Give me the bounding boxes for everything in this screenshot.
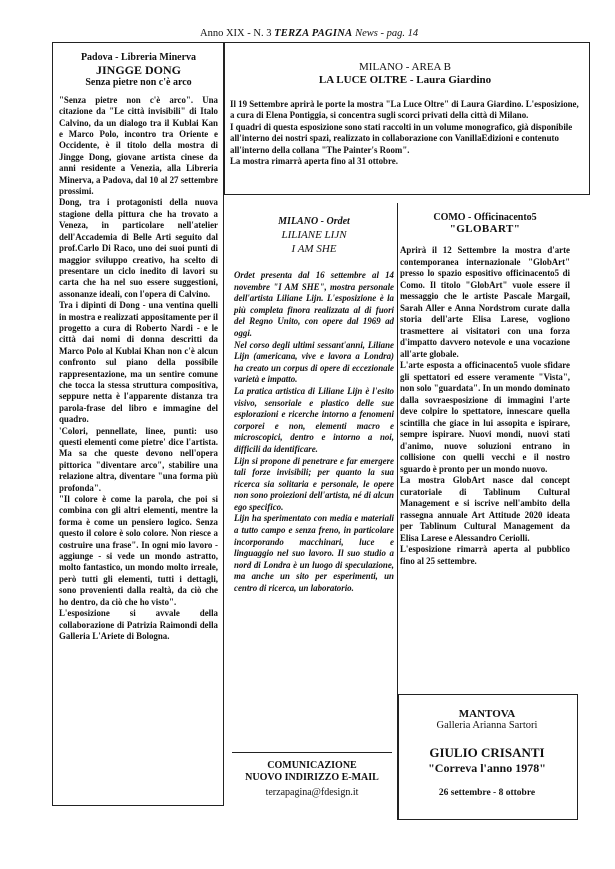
email-notice — [236, 760, 388, 799]
article-paragraph: La mostra rimarrà aperta fino al 31 ottobre. — [230, 156, 398, 167]
page-number: - pag. 14 — [380, 28, 419, 39]
box-gallery: Galleria Arianna Sartori — [436, 720, 538, 731]
box-dates: 26 settembre - 8 ottobre — [438, 788, 536, 798]
notice-email: terzapagina@fdesign.it — [265, 787, 359, 798]
box-artist: GIULIO CRISANTI — [429, 745, 545, 760]
article-paragraph: L'esposizione si avvale della collaborazione di Patrizia Raimondi della Galleria L'Ariete di Bologna. — [59, 608, 218, 641]
article-artist: JINGGE DONG — [95, 63, 181, 78]
notice-heading: COMUNICAZIONE — [267, 760, 357, 771]
mantova-exhibition-box — [404, 708, 570, 798]
article-subtitle: Senza pietre non c'è arco — [85, 77, 192, 89]
issue-number: Anno XIX - N. 3 — [200, 28, 272, 39]
article-paragraph: Ordet presenta dal 16 settembre al 14 novembre "I AM SHE", mostra personale dell'artista Liliane Lijn. L'esposizione è la più completa finora realizzata al di fuori del Regno Unito, con opere dal 1969 ad oggi. — [234, 270, 394, 338]
area-b-article-heading — [230, 61, 580, 87]
article-paragraph: Tra i dipinti di Dong - una ventina quelli in mostra e realizzati appositamente per il progetto a cura di Roberto Nardi - e le città dai nomi di donna descritti da Marco Polo al Kublai Khan non c'è alcun confronto sul piano della possibile rappresentazione, ma un sentire comune che tocca la stessa struttura compositiva, seppure netta è l'apparente distanza tra parola-frase del libro e immagine del quadro. — [59, 300, 218, 425]
article-artist: LILIANE LIJN — [281, 229, 347, 241]
article-location: Padova - Libreria Minerva — [80, 52, 197, 63]
article-paragraph: Aprirà il 12 Settembre la mostra d'arte contemporanea internazionale "GlobArt" presso lo spazio espositivo officinacento5 di Como. Il titolo "GlobArt" vuole essere il messaggio che le artiste Pascale Margail, Sarah Aller e Anna Nordstrom curate dalla storia dell'arte Elisa Larese, vogliono trasmettere ai visitatori con una forza d'impatto davvero notevole e una vocazione all'arte globale. — [400, 245, 570, 359]
article-title: I AM SHE — [291, 243, 337, 255]
area-b-article-body — [230, 99, 585, 167]
article-paragraph: Lijn si propone di penetrare e far emergere tali forze invisibili; per quanto la sua ricerca sia solitaria e personale, le opere non sono proiezioni dell'artista, né di alcun ego specifico. — [234, 455, 394, 512]
notice-subheading: NUOVO INDIRIZZO E-MAIL — [245, 772, 379, 783]
article-paragraph: Il 19 Settembre aprirà le porte la mostra "La Luce Oltre" di Laura Giardino. L'esposizione, a cura di Elena Pontiggia, si concentra sugli scorci privati della città di Milano. — [230, 99, 579, 121]
box-title: "Correva l'anno 1978" — [428, 761, 546, 775]
article-paragraph: I quadri di questa esposizione sono stati raccolti in un volume monografico, già disponibile all'interno dei nostri spazi, realizzato in collaborazione con VanillaEdizioni e contenuto all'interno della collana "The Painter's Room". — [230, 121, 573, 155]
publication-name: TERZA PAGINA — [274, 28, 353, 39]
article-paragraph: Nel corso degli ultimi sessant'anni, Liliane Lijn (americana, vive e lavora a Londra) ha creato un corpus di opere di eccezionale varietà e impatto. — [234, 339, 394, 385]
publication-suffix: News — [355, 28, 378, 39]
article-paragraph: La pratica artistica di Liliane Lijn è l'esito visivo, sensoriale e plastico delle sue esplorazioni e ricerche intorno a fenomeni corporei e non, elementi macro e microscopici, dentro e intorno a noi, difficili da identificare. — [234, 385, 394, 454]
article-location: MILANO - AREA B — [359, 61, 451, 73]
article-location: MILANO - Ordet — [278, 216, 350, 227]
article-paragraph: 'Colori, pennellate, linee, punti: uso questi elementi come pietre' dice l'artista. Ma sa che queste devono nell'opera pittorica "diventare arco", stabilire una relazione altra, diventare "una forma più profonda". — [59, 425, 218, 493]
ordet-article — [234, 216, 394, 595]
article-location: COMO - Officinacento5 — [433, 212, 537, 223]
article-paragraph: Lijn ha sperimentato con media e materiali a tutto campo e senza freno, in particolare incorporando macchinari, luce e linguaggio nel suo lavoro. Il suo studio a nord di Londra è un luogo di speculazione, ma anche un sito per esperimenti, un centro di ricerca, un laboratorio. — [234, 513, 394, 594]
article-paragraph: "Senza pietre non c'è arco". Una citazione da "Le città invisibili" di Italo Calvino, da un dialogo tra il Kublai Kan e Marco Polo, incontro tra Oriente e Occidente, è il titolo della mostra di Jingge Dong, giovane artista cinese da anni residente a Venezia, alla Libreria Minerva, a Padova, dal 10 al 27 settembre prossimi. — [59, 94, 218, 197]
article-paragraph: "Il colore è come la parola, che poi si combina con gli altri elementi, mentre la forma è come un pensiero logico. Senza questo il colore è solo colore. Non riesce a costruire una frase". In ogni mio lavoro - aggiunge - si vede un mondo astratto, molto fantastico, un mondo molto irreale, però tutti gli elementi, tutti i dettagli, sono provenienti dalla realtà, da ciò che ho dentro, da ciò che ho visto". — [59, 494, 218, 607]
notice-separator-rule — [232, 752, 392, 753]
article-paragraph: Dong, tra i protagonisti della nuova stagione della pittura che ha trovato a Veneza, in particolare nell'atelier dell'Accademia di Belle Arti seguito dal prof.Carlo Di Raco, uno dei suoi punti di maggior sviluppo creativo, ha scelto di presentare un ciclo inedito di lavori su carta che ha nel suo essere suggestioni, assonanze ideali, con l'opera di Calvino. — [59, 197, 218, 299]
box-city: MANTOVA — [458, 708, 516, 720]
article-title: LA LUCE OLTRE - Laura Giardino — [318, 74, 492, 86]
article-paragraph: L'arte esposta a officinacento5 vuole sfidare gli spettatori ed essere veramente "Vista", non solo "guardata". In un mondo dominato dalla sovraesposizione di immagini l'arte deve colpire lo spettatore, innescare quella scintilla che giace in lui assopita e ispirare, sempre ispirare. Nuovi mondi, nuovi stati d'animo, nuove soluzioni entrano in collisione con quelli vecchi e il nostro sguardo è pronto per un mondo nuovo. — [400, 360, 570, 474]
padova-article — [59, 52, 218, 642]
page-header — [200, 28, 418, 39]
article-paragraph: L'esposizione rimarrà aperta al pubblico fino al 25 settembre. — [400, 544, 570, 566]
globart-article — [400, 212, 570, 567]
article-paragraph: La mostra GlobArt nasce dal concept curatoriale di Tablinum Cultural Management e si iscrive nell'ambito della rassegna annuale Art Attitude 2020 ideata per Tablinum Cultural Management da Elisa Larese e Alessandro Ceriolli. — [400, 475, 570, 543]
article-title: "GLOBART" — [449, 222, 521, 235]
